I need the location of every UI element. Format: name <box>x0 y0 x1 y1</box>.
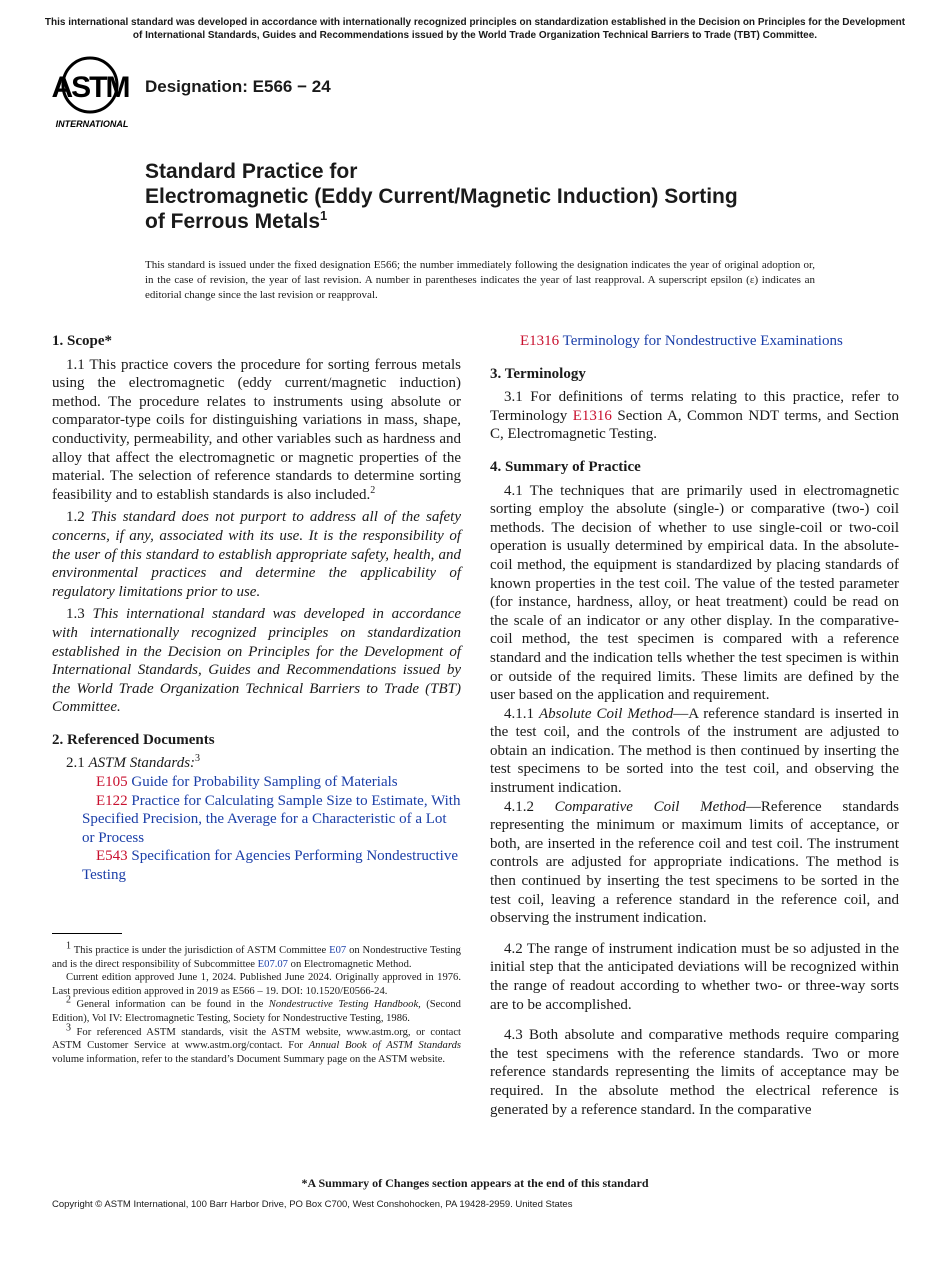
issued-note: This standard is issued under the fixed designation E566; the number immediately following the designation indicates the year of original adoption or, in the case of revision, the year of last revision. A number in parentheses indicates the year of last reapproval. A superscript epsilon (ε) indicates an editorial change since the last revision or reapproval. <box>145 259 815 301</box>
title-line1: Standard Practice for <box>145 160 358 183</box>
footnote-1-text-a: This practice is under the jurisdiction of ASTM Committee <box>73 945 327 956</box>
para-1-1 <box>52 356 461 505</box>
para-3-1 <box>490 388 899 444</box>
title-line2: Electromagnetic (Eddy Current/Magnetic Induction) Sorting <box>145 185 738 208</box>
footnote-1-text-b: on Nondestructive Testing and is the direct responsibility of Subcommittee <box>52 945 461 970</box>
para-4-1-1 <box>490 705 899 798</box>
footnote-2-text-a: General information can be found in the <box>76 999 264 1011</box>
para-4-2: 4.2 The range of instrument indication must be so adjusted in the initial step that the anticipated deviations will be recognized within the range of readout according to whether two- or three-way sorts are to be accomplished. <box>490 940 899 1013</box>
para-2-1-text: ASTM Standards: <box>88 755 196 772</box>
ref-e122[interactable] <box>52 792 461 848</box>
para-1-3-num: 1.3 <box>66 606 85 623</box>
ref-code[interactable]: E543 <box>96 848 128 865</box>
logo-text: ASTM <box>52 71 129 104</box>
para-2-1-num: 2.1 <box>66 755 85 772</box>
copyright: Copyright © ASTM International, 100 Barr Harbor Drive, PO Box C700, West Conshohocken, PA 19428-2959. United States <box>52 1199 573 1210</box>
footnote-1-edition: Current edition approved June 1, 2024. Published June 2024. Originally approved in 1976. Last previous edition approved in 2019 as E566 – 19. DOI: 10.1520/E0566-24. <box>52 972 461 997</box>
para-4-1-2-term: Comparative Coil Method <box>554 798 746 815</box>
ref-code[interactable]: E122 <box>96 792 128 809</box>
astm-logo <box>52 55 136 131</box>
footnotes <box>52 940 461 1066</box>
para-1-3-text: This international standard was developed in accordance with internationally recognized principles on standardization established in the Decision on Principles for the Development of International Standards, Guides and Recommendations issued by the World Trade Organization Technical Barriers to Trade (TBT) Committee. <box>52 606 462 716</box>
footnote-3-text-b: volume information, refer to the standard’s Document Summary page on the ASTM website. <box>52 1053 446 1065</box>
footnote-2 <box>52 994 461 1025</box>
committee-e07-link[interactable]: E07 <box>329 945 347 956</box>
para-4-3: 4.3 Both absolute and comparative methods require comparing the test specimens with the reference standards. Two or more reference standards representing the limits of acceptance may be required. In the absolute method the electrical reference is generated by a reference standard. In the comparative <box>490 1027 899 1118</box>
designation: Designation: E566 − 24 <box>145 77 331 96</box>
ref-title[interactable]: Terminology for Nondestructive Examinations <box>562 333 843 349</box>
para-4-1-2-text: —Reference standards representing the minimum or maximum limits of acceptance, or both, are inserted in the reference coil and test coil. The instrument controls are adjusted for appropriate indications. The method is then continued by inserting the test specimens to be sorted in the test coil, leaving a reference standard in the reference coil, and observing the instrument indication. <box>490 798 899 927</box>
left-column <box>52 332 461 885</box>
footnote-2-text-b: (Second Edition), Vol IV: Electromagnetic Testing, Society for Nondestructive Testing, 1986. <box>52 999 461 1024</box>
para-4-1-2-num: 4.1.2 <box>504 798 534 815</box>
title-footnote-mark: 1 <box>320 208 328 223</box>
ref-e105[interactable] <box>52 773 461 792</box>
ref-title[interactable]: Specification for Agencies Performing Nondestructive Testing <box>82 848 458 884</box>
title-line3-text: of Ferrous Metals <box>145 210 321 233</box>
top-notice: This international standard was developed in accordance with internationally recognized principles on standardization established in the Decision on Principles for the Development of International Standards, Guides and Recommendations issued by the World Trade Organization Technical Barriers to Trade (TBT) Committee. <box>44 17 906 41</box>
para-1-3 <box>52 605 461 717</box>
para-4-1-1-num: 4.1.1 <box>504 705 534 722</box>
footnote-2-mark: 2 <box>66 994 71 1006</box>
scope-heading: 1. Scope* <box>52 333 112 349</box>
para-1-1-text: 1.1 This practice covers the procedure for sorting ferrous metals using the electromagnetic (eddy current/magnetic induction) method. The procedure relates to instruments using absolute or comparator-type coils for distinguishing variations in mass, shape, conductivity, permeability, and other variables such as hardness and alloy that affect the electromagnetic or magnetic properties of the material. The selection of reference standards to determine sorting feasibility and to establish standards is also included. <box>52 356 461 503</box>
ref-code[interactable]: E1316 <box>520 333 560 349</box>
right-column <box>490 332 899 1119</box>
e1316-link[interactable]: E1316 <box>572 407 612 424</box>
para-4-1: 4.1 The techniques that are primarily used in electromagnetic sorting employ the absolute (single-) or comparative (two-) coil methods. The decision of whether to use single-coil or two-coil operation is usually determined by empirical data. In the absolute-coil method, the equipment is standardized by placing standards of known properties in the test coil. The value of the tested parameter (for instance, hardness, alloy, or heat treatment) could be read on the scale of an indicator or any other display. In the comparative-coil method, the test specimen is compared with a reference standard and the indication tells whether the test specimen is within or outside of the required limits. These limits are defined by the user based on the application and requirement. <box>490 482 899 704</box>
footnote-1-text-c: on Electromagnetic Method. <box>290 958 412 970</box>
ref-e1316[interactable] <box>490 332 899 351</box>
para-4-1-2 <box>490 798 899 928</box>
footnote-3-text-a: For referenced ASTM standards, visit the ASTM website, www.astm.org, or contact ASTM Customer Service at www.astm.org/contact. For <box>52 1026 461 1052</box>
refdocs-heading: 2. Referenced Documents <box>52 731 215 748</box>
logo-subtext: INTERNATIONAL <box>55 119 129 129</box>
footnote-ref-2[interactable]: 2 <box>370 484 376 496</box>
ref-code[interactable]: E105 <box>96 774 128 791</box>
footnote-2-italic: Nondestructive Testing Handbook, <box>268 999 421 1011</box>
footnote-divider <box>52 933 122 934</box>
footnote-1-mark: 1 <box>66 940 71 952</box>
para-1-2 <box>52 508 461 601</box>
summary-of-changes-note: *A Summary of Changes section appears at the end of this standard <box>301 1176 649 1190</box>
astm-logo-icon <box>52 55 136 131</box>
footnote-3-italic: Annual Book of ASTM Standards <box>308 1040 461 1052</box>
para-2-1 <box>52 754 461 773</box>
ref-title[interactable]: Practice for Calculating Sample Size to Estimate, With Specified Precision, the Average for a Characteristic of a Lot or Process <box>82 792 461 846</box>
terminology-heading: 3. Terminology <box>490 365 586 382</box>
document-title <box>145 159 825 234</box>
footnote-3-mark: 3 <box>66 1022 71 1034</box>
subcommittee-e07-07-link[interactable]: E07.07 <box>257 958 288 970</box>
footnote-1 <box>52 940 461 971</box>
para-1-2-num: 1.2 <box>66 509 85 526</box>
ref-e543[interactable] <box>52 847 461 884</box>
para-3-1-text-a: 3.1 For definitions of terms relating to this practice, refer to Terminology <box>490 389 899 424</box>
para-3-1-text-b: Section A, Common NDT terms, and Section C, Electromagnetic Testing. <box>490 407 900 443</box>
para-4-1-1-text: —A reference standard is inserted in the test coil, and the controls of the instrument are adjusted to obtain an indication. The method is then continued by inserting the test specimens to be sorted into the test coil, and observing the instrument indication. <box>490 705 900 797</box>
footnote-ref-3[interactable]: 3 <box>195 753 201 765</box>
title-line3 <box>145 209 825 234</box>
para-1-2-text: This standard does not purport to address all of the safety concerns, if any, associated with its use. It is the responsibility of the user of this standard to establish appropriate safety, health, and environmental practices and determine the applicability of regulatory limitations prior to use. <box>52 509 461 600</box>
summary-heading: 4. Summary of Practice <box>490 458 641 475</box>
ref-title[interactable]: Guide for Probability Sampling of Materials <box>131 774 398 791</box>
footnote-3 <box>52 1022 461 1067</box>
para-4-1-1-term: Absolute Coil Method <box>539 705 674 722</box>
